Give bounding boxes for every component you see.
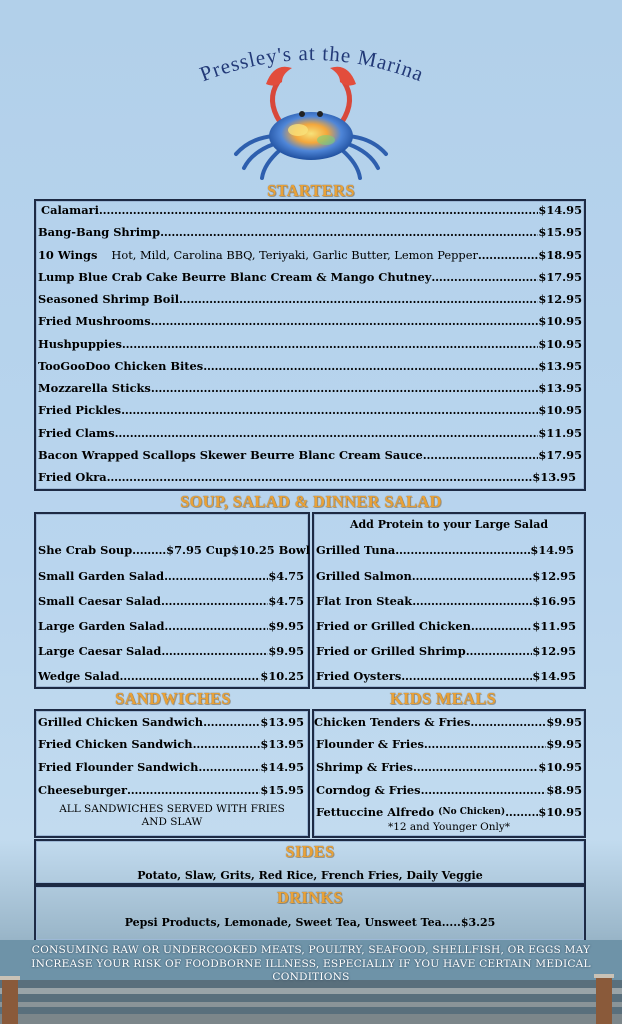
list-item: Seasoned Shrimp Boil ..... $12.95 (38, 292, 582, 306)
starters-box (34, 199, 586, 491)
list-item: Bang-Bang Shrimp ..... $15.95 (38, 225, 582, 239)
list-item: TooGooDoo Chicken Bites ..... $13.95 (38, 359, 582, 373)
list-item: Fried Pickles ..... $10.95 (38, 403, 582, 417)
logo (170, 44, 452, 184)
list-item: Cheeseburger ..... $15.95 (38, 783, 304, 797)
list-item: Shrimp & Fries ..... $10.95 (316, 760, 582, 774)
kids-box (312, 709, 586, 838)
list-item: Bacon Wrapped Scallops Skewer Beurre Blanc Cream Sauce ..... $17.95 (38, 448, 582, 462)
disclaimer: CONSUMING RAW OR UNDERCOOKED MEATS, POULTRY, SEAFOOD, SHELLFISH, OR EGGS MAY INCREASE YOUR RISK OF FOODBORNE ILLNESS, ESPECIALLY IF YOU HAVE CERTAIN MEDICAL CONDITIONS (31, 944, 591, 983)
protein-box (312, 512, 586, 689)
list-item: Flounder & Fries ..... $9.95 (316, 737, 582, 751)
list-item: Calamari ..... $14.95 (41, 203, 582, 217)
list-item: Large Caesar Salad ..... $9.95 (38, 644, 304, 658)
list-item: Fried Chicken Sandwich ..... $13.95 (38, 737, 304, 751)
list-item: Large Garden Salad ..... $9.95 (38, 619, 304, 633)
list-item: Fettuccine Alfredo (No Chicken) ..... $10.95 (316, 805, 582, 819)
list-item: Fried or Grilled Shrimp ..... $12.95 (316, 644, 576, 658)
list-item: Grilled Chicken Sandwich ..... $13.95 (38, 715, 304, 729)
sides-heading: SIDES (285, 842, 335, 861)
drinks-heading: DRINKS (277, 888, 343, 907)
list-item: Fried Oysters ..... $14.95 (316, 669, 576, 683)
crab-icon (236, 67, 386, 178)
list-item: Small Garden Salad ..... $4.75 (38, 569, 304, 583)
list-item: Lump Blue Crab Cake Beurre Blanc Cream & Mango Chutney ..... $17.95 (38, 270, 582, 284)
list-item: Chicken Tenders & Fries ..... $9.95 (314, 715, 582, 729)
list-item: Mozzarella Sticks ..... $13.95 (38, 381, 582, 395)
list-item: Grilled Tuna ..... $14.95 (316, 543, 574, 557)
list-item: 10 Wings Hot, Mild, Carolina BBQ, Teriyaki, Garlic Butter, Lemon Pepper ..... $18.95 (38, 248, 582, 262)
protein-header: Add Protein to your Large Salad (349, 518, 549, 531)
list-item: Hushpuppies ..... $10.95 (38, 337, 582, 351)
drinks-text: Pepsi Products, Lemonade, Sweet Tea, Unsweet Tea.....$3.25 (124, 916, 496, 929)
list-item: Flat Iron Steak ..... $16.95 (316, 594, 576, 608)
list-item: Corndog & Fries ..... $8.95 (316, 783, 582, 797)
restaurant-name: Pressley's at the Marina (196, 44, 428, 87)
sides-box (34, 839, 586, 885)
sandwiches-note: ALL SANDWICHES SERVED WITH FRIES AND SLAW (59, 803, 285, 828)
list-item: Grilled Salmon ..... $12.95 (316, 569, 576, 583)
soup-salad-heading: SOUP, SALAD & DINNER SALAD (180, 492, 442, 511)
sandwiches-heading: SANDWICHES (115, 689, 231, 708)
sandwiches-box (34, 709, 310, 838)
list-item: Small Caesar Salad ..... $4.75 (38, 594, 304, 608)
soup-salad-box (34, 512, 310, 689)
kids-heading: KIDS MEALS (389, 689, 497, 708)
list-item: She Crab Soup ..... $7.95 Cup $10.25 Bowl (38, 543, 306, 557)
kids-note: *12 and Younger Only* (387, 821, 511, 833)
list-item: Fried Okra ..... $13.95 (38, 470, 576, 484)
list-item: Fried or Grilled Chicken ..... $11.95 (316, 619, 576, 633)
list-item: Fried Clams ..... $11.95 (38, 426, 582, 440)
drinks-box (34, 885, 586, 942)
list-item: Fried Mushrooms ..... $10.95 (38, 314, 582, 328)
list-item: Fried Flounder Sandwich ..... $14.95 (38, 760, 304, 774)
sides-text: Potato, Slaw, Grits, Red Rice, French Fries, Daily Veggie (137, 869, 483, 882)
list-item: Wedge Salad ..... $10.25 (38, 669, 304, 683)
starters-heading: STARTERS (267, 181, 355, 200)
